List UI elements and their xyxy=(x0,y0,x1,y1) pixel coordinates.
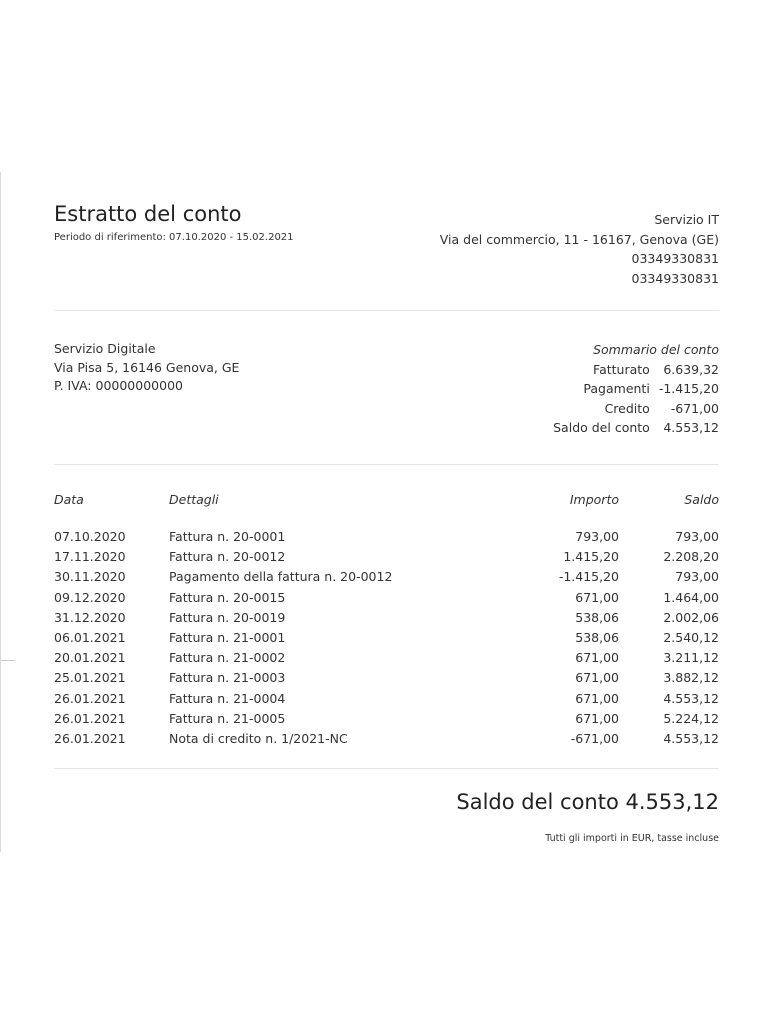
cell-details: Fattura n. 20-0015 xyxy=(169,589,286,605)
summary-title: Sommario del conto xyxy=(593,342,719,357)
cell-details: Fattura n. 21-0004 xyxy=(169,690,286,706)
transactions-table xyxy=(54,492,719,751)
cell-balance: 4.553,12 xyxy=(663,690,719,706)
account-summary xyxy=(553,340,719,438)
issuer-phone-secondary: 03349330831 xyxy=(631,270,719,286)
table-row xyxy=(54,549,719,569)
summary-row xyxy=(553,360,719,380)
cell-amount: 793,00 xyxy=(575,529,619,544)
summary-value: 6.639,32 xyxy=(663,361,719,377)
issuer-name: Servizio IT xyxy=(654,212,719,227)
issuer-block xyxy=(440,210,719,288)
table-row xyxy=(54,529,719,549)
customer-vat: P. IVA: 00000000000 xyxy=(54,378,183,393)
summary-row xyxy=(553,379,719,399)
cell-balance: 2.002,06 xyxy=(663,609,719,625)
table-row xyxy=(54,650,719,670)
table-row xyxy=(54,731,719,751)
cell-balance: 3.882,12 xyxy=(663,670,719,686)
column-header-details: Dettagli xyxy=(169,492,219,507)
reference-period: Periodo di riferimento: 07.10.2020 - 15.02.2021 xyxy=(54,232,294,243)
summary-table xyxy=(553,360,719,438)
summary-row xyxy=(553,418,719,438)
cell-amount: 538,06 xyxy=(575,629,619,645)
cell-details: Fattura n. 20-0001 xyxy=(169,529,286,544)
issuer-phone: 03349330831 xyxy=(631,251,719,266)
table-row xyxy=(54,630,719,650)
cell-details: Pagamento della fattura n. 20-0012 xyxy=(169,569,393,585)
cell-details: Fattura n. 21-0001 xyxy=(169,629,286,645)
cell-date: 26.01.2021 xyxy=(54,730,126,746)
summary-label: Fatturato xyxy=(593,361,650,377)
cell-date: 31.12.2020 xyxy=(54,609,126,625)
cell-balance: 3.211,12 xyxy=(663,650,719,666)
customer-address: Via Pisa 5, 16146 Genova, GE xyxy=(54,359,240,375)
cell-amount: 671,00 xyxy=(575,650,619,666)
summary-label: Pagamenti xyxy=(583,381,650,396)
cell-balance: 1.464,00 xyxy=(663,589,719,605)
closing-balance: Saldo del conto 4.553,12 xyxy=(456,790,719,814)
table-row xyxy=(54,610,719,630)
divider xyxy=(54,768,719,769)
cell-amount: 671,00 xyxy=(575,589,619,605)
page-edge-mark xyxy=(1,660,15,661)
summary-row xyxy=(553,399,719,419)
cell-details: Fattura n. 21-0002 xyxy=(169,650,286,666)
cell-details: Fattura n. 21-0005 xyxy=(169,710,286,726)
column-header-amount: Importo xyxy=(569,492,619,507)
table-row xyxy=(54,711,719,731)
cell-amount: 1.415,20 xyxy=(563,549,619,565)
cell-date: 26.01.2021 xyxy=(54,710,126,726)
column-header-date: Data xyxy=(54,492,84,507)
cell-date: 17.11.2020 xyxy=(54,549,126,565)
table-row xyxy=(54,590,719,610)
cell-balance: 4.553,12 xyxy=(663,730,719,746)
summary-label: Saldo del conto xyxy=(553,420,650,435)
divider xyxy=(54,464,719,465)
issuer-address: Via del commercio, 11 - 16167, Genova (GE) xyxy=(439,231,719,247)
cell-date: 25.01.2021 xyxy=(54,670,126,686)
statement-document xyxy=(0,172,768,852)
cell-date: 30.11.2020 xyxy=(54,569,126,585)
customer-block xyxy=(54,340,239,396)
cell-amount: 671,00 xyxy=(575,710,619,726)
table-row xyxy=(54,569,719,589)
divider xyxy=(54,310,719,311)
summary-label: Credito xyxy=(604,400,650,416)
cell-details: Fattura n. 20-0012 xyxy=(169,549,286,565)
page-title: Estratto del conto xyxy=(54,202,242,226)
cell-balance: 2.540,12 xyxy=(663,629,719,645)
cell-date: 06.01.2021 xyxy=(54,629,126,645)
cell-balance: 793,00 xyxy=(675,569,719,585)
cell-details: Nota di credito n. 1/2021-NC xyxy=(169,730,348,746)
column-header-balance: Saldo xyxy=(684,492,719,507)
cell-balance: 5.224,12 xyxy=(663,710,719,726)
table-header-row xyxy=(54,492,719,529)
cell-date: 09.12.2020 xyxy=(54,589,126,605)
cell-date: 07.10.2020 xyxy=(54,529,126,544)
summary-value: -1.415,20 xyxy=(658,381,719,396)
table-row xyxy=(54,670,719,690)
cell-amount: -671,00 xyxy=(570,730,619,746)
cell-details: Fattura n. 20-0019 xyxy=(169,609,286,625)
cell-balance: 2.208,20 xyxy=(663,549,719,565)
cell-amount: 671,00 xyxy=(575,690,619,706)
cell-balance: 793,00 xyxy=(675,529,719,544)
cell-date: 26.01.2021 xyxy=(54,690,126,706)
cell-amount: -1.415,20 xyxy=(558,569,619,585)
table-row xyxy=(54,691,719,711)
customer-name: Servizio Digitale xyxy=(54,341,156,356)
cell-amount: 538,06 xyxy=(575,609,619,625)
summary-value: -671,00 xyxy=(670,400,719,416)
cell-date: 20.01.2021 xyxy=(54,650,126,666)
cell-details: Fattura n. 21-0003 xyxy=(169,670,286,686)
currency-note: Tutti gli importi in EUR, tasse incluse xyxy=(545,833,719,844)
cell-amount: 671,00 xyxy=(575,670,619,686)
summary-value: 4.553,12 xyxy=(663,420,719,435)
